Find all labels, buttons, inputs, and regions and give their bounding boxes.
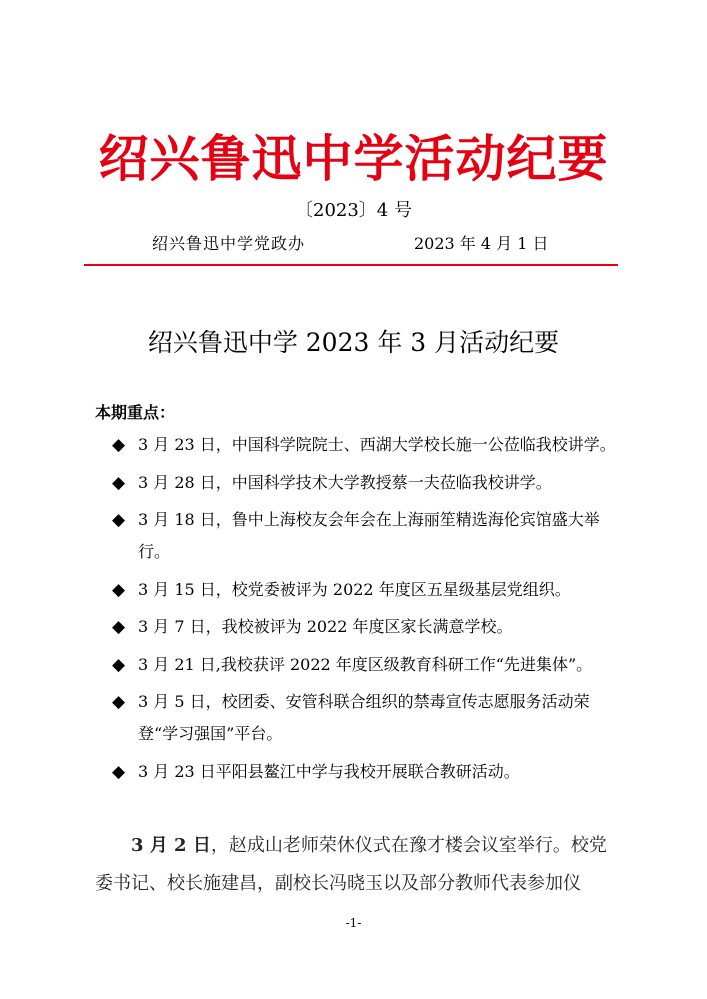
highlight-item <box>112 574 620 606</box>
newsletter-masthead-title: 绍兴鲁迅中学活动纪要 <box>98 130 609 188</box>
highlight-text: 3 月 28 日，中国科学技术大学教授蔡一夫莅临我校讲学。 <box>138 472 552 492</box>
header-divider <box>84 264 618 266</box>
document-title: 绍兴鲁迅中学 2023 年 3 月活动纪要 <box>147 328 560 357</box>
issuing-office: 绍兴鲁迅中学党政办 <box>152 234 306 253</box>
highlight-item <box>112 611 620 643</box>
highlight-text: 3 月 7 日，我校被评为 2022 年度区家长满意学校。 <box>138 617 513 636</box>
diamond-bullet-icon: ◆ <box>112 435 126 455</box>
highlights-list <box>112 429 620 793</box>
highlight-text: 3 月 21 日,我校获评 2022 年度区级教育科研工作“先进集体”。 <box>138 654 593 674</box>
diamond-bullet-icon: ◆ <box>112 692 126 712</box>
body-paragraph <box>95 827 615 903</box>
diamond-bullet-icon: ◆ <box>112 654 126 675</box>
highlight-text: 3 月 15 日，校党委被评为 2022 年度区五星级基层党组织。 <box>138 579 571 599</box>
highlight-item <box>112 756 620 788</box>
issue-number: 〔2023〕4 号 <box>295 200 412 221</box>
highlight-item <box>112 467 620 499</box>
highlight-item <box>112 649 620 681</box>
highlights-label: 本期重点： <box>95 403 176 422</box>
page-number: -1- <box>345 916 362 930</box>
highlight-text: 3 月 18 日，鲁中上海校友会年会在上海丽笙精选海伦宾馆盛大举行。 <box>138 510 600 561</box>
diamond-bullet-icon: ◆ <box>112 510 126 530</box>
highlight-text: 3 月 5 日，校团委、安管科联合组织的禁毒宣传志愿服务活动荣登“学习强国”平台。 <box>138 692 590 743</box>
diamond-bullet-icon: ◆ <box>112 761 126 782</box>
paragraph-text: ，赵成山老师荣休仪式在豫才楼会议室举行。校党委书记、校长施建昌，副校长冯晓玉以及部分教师代表参加仪 <box>95 835 607 894</box>
highlight-item <box>112 429 620 461</box>
highlight-item <box>112 686 620 750</box>
diamond-bullet-icon: ◆ <box>112 579 126 600</box>
highlight-text: 3 月 23 日，中国科学院院士、西湖大学校长施一公莅临我校讲学。 <box>138 435 616 454</box>
highlight-text: 3 月 23 日平阳县鳌江中学与我校开展联合教研活动。 <box>138 761 520 781</box>
diamond-bullet-icon: ◆ <box>112 617 126 637</box>
paragraph-date: 3 月 2 日 <box>131 835 211 856</box>
issue-date: 2023 年 4 月 1 日 <box>414 234 549 253</box>
diamond-bullet-icon: ◆ <box>112 472 126 493</box>
highlight-item <box>112 504 620 568</box>
